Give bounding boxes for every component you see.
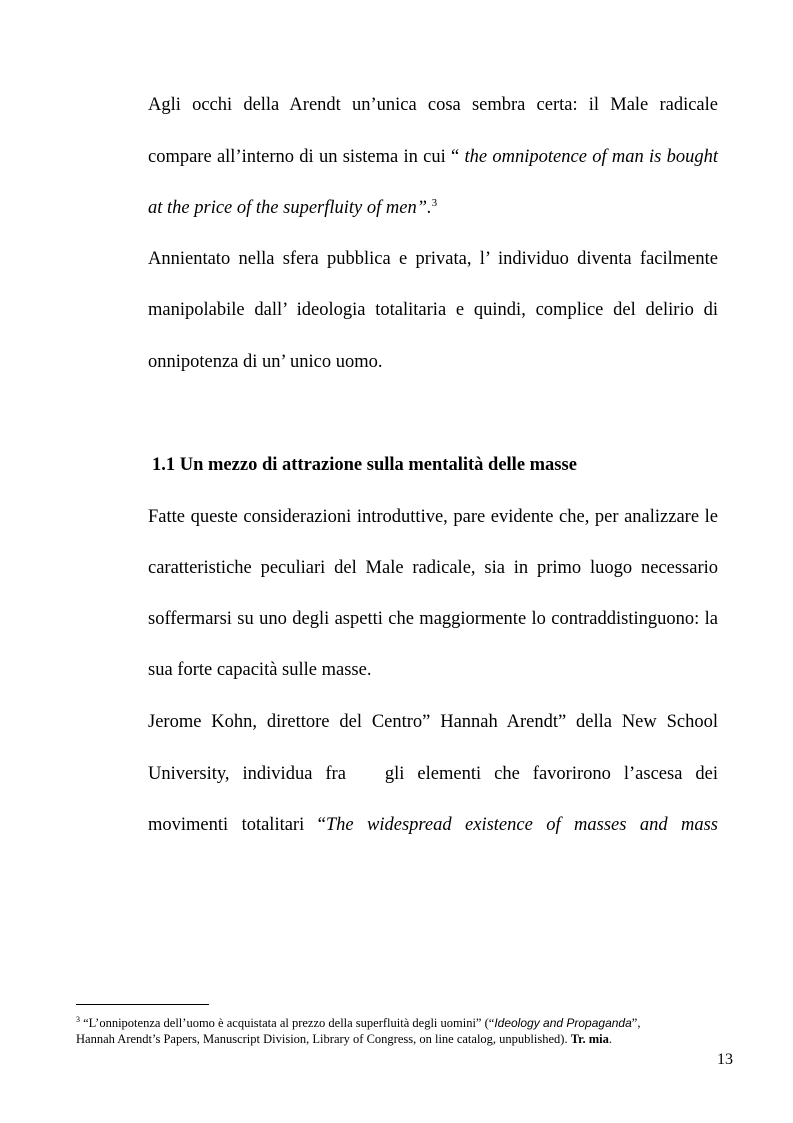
text-line: University, individua fra gli elementi che favorirono l’ascesa dei [148, 764, 718, 784]
text-line: sua forte capacità sulle masse. [148, 660, 372, 680]
footnote-number: 3 [76, 1014, 80, 1024]
text-line: caratteristiche peculiari del Male radicale, sia in primo luogo necessario [148, 558, 718, 578]
text-span: “L’onnipotenza dell’uomo è acquistata al prezzo della superfluità degli uomini” (“ [80, 1016, 495, 1030]
italic-title: Ideology and Propaganda [494, 1016, 632, 1030]
text-span: . [608, 1032, 613, 1046]
text-line: onnipotenza di un’ unico uomo. [148, 352, 383, 372]
text-span: movimenti totalitari “ [148, 815, 326, 835]
italic-quote: The widespread existence of masses and mass [325, 815, 719, 835]
text-line: manipolabile dall’ ideologia totalitaria e quindi, complice del delirio di [148, 300, 718, 320]
footnote-line [76, 1015, 716, 1031]
text-line: soffermarsi su uno degli aspetti che maggiormente lo contraddistinguono: la [148, 609, 718, 629]
text-line: Annientato nella sfera pubblica e privata, l’ individuo diventa facilmente [148, 249, 718, 269]
text-span: ”, [631, 1016, 641, 1030]
page-number: 13 [717, 1051, 733, 1068]
text-line [148, 146, 718, 168]
italic-quote: the omnipotence of man is bought [464, 147, 718, 167]
bold-text: Tr. mia [570, 1032, 609, 1046]
text-line [148, 814, 718, 836]
section-heading: 1.1 Un mezzo di attrazione sulla mentalità delle masse [152, 455, 577, 475]
italic-quote: at the price of the superfluity of men”. [148, 198, 432, 218]
text-line: Agli occhi della Arendt un’unica cosa sembra certa: il Male radicale [148, 95, 718, 115]
footnote-reference[interactable]: 3 [431, 196, 438, 209]
footnote-divider [76, 1004, 209, 1005]
text-line: Fatte queste considerazioni introduttive, pare evidente che, per analizzare le [148, 507, 718, 527]
text-line: Jerome Kohn, direttore del Centro” Hannah Arendt” della New School [148, 712, 718, 732]
footnote-line [76, 1031, 716, 1047]
text-span: compare all’interno di un sistema in cui “ [148, 147, 465, 167]
text-line [148, 197, 718, 219]
text-span: Hannah Arendt’s Papers, Manuscript Division, Library of Congress, on line catalog, unpublished). [76, 1032, 571, 1046]
